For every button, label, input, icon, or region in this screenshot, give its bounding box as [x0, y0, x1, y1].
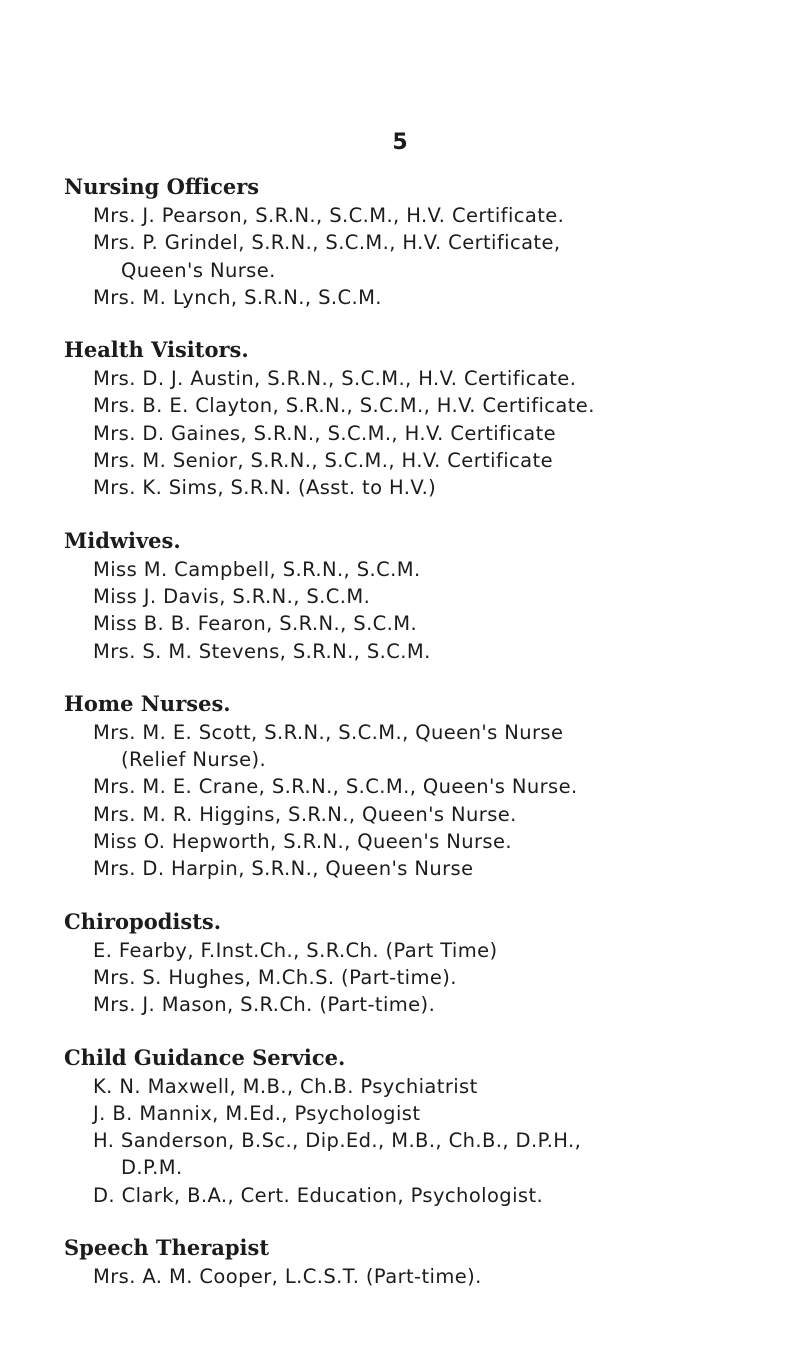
list-item [93, 1127, 784, 1182]
entry-continuation: (Relief Nurse). [121, 748, 267, 772]
entry-continuation: D.P.M. [121, 1156, 183, 1180]
section-heading: Home Nurses. [64, 690, 231, 716]
entry-line: Mrs. M. E. Crane, S.R.N., S.C.M., Queen's Nurse. [93, 775, 578, 799]
list-item [93, 202, 784, 229]
entry-line: K. N. Maxwell, M.B., Ch.B. Psychiatrist [93, 1074, 478, 1098]
entry-line: Mrs. J. Pearson, S.R.N., S.C.M., H.V. Certificate. [93, 204, 565, 227]
list-item [93, 828, 784, 855]
list-item [93, 610, 784, 637]
entry-line: Miss O. Hepworth, S.R.N., Queen's Nurse. [93, 830, 512, 854]
entry-line: Miss B. B. Fearon, S.R.N., S.C.M. [93, 612, 418, 636]
entry-list [64, 937, 784, 1019]
list-item [93, 556, 784, 583]
section-heading: Health Visitors. [64, 337, 249, 363]
list-item [93, 855, 784, 882]
staff-list [64, 172, 784, 1314]
section-midwives [64, 526, 784, 665]
list-item [93, 420, 784, 447]
list-item [93, 284, 784, 311]
section-child-guidance [64, 1043, 784, 1209]
entry-list [64, 719, 784, 883]
entry-list [64, 365, 784, 501]
section-chiropodists [64, 907, 784, 1019]
list-item [93, 773, 784, 800]
page-number: 5 [392, 130, 408, 155]
entry-line: Mrs. M. R. Higgins, S.R.N., Queen's Nurse. [93, 802, 517, 826]
entry-line: Mrs. D. Harpin, S.R.N., Queen's Nurse [93, 857, 474, 881]
entry-list [64, 556, 784, 665]
entry-line: Mrs. A. M. Cooper, L.C.S.T. (Part-time). [93, 1265, 482, 1289]
entry-line: E. Fearby, F.Inst.Ch., S.R.Ch. (Part Time) [93, 938, 498, 962]
list-item [93, 474, 784, 501]
list-item [93, 719, 784, 774]
entry-line: Mrs. D. Gaines, S.R.N., S.C.M., H.V. Certificate [93, 421, 557, 445]
list-item [93, 1263, 784, 1290]
list-item [93, 937, 784, 964]
entry-line: Mrs. S. Hughes, M.Ch.S. (Part-time). [93, 965, 457, 989]
entry-line: Mrs. J. Mason, S.R.Ch. (Part-time). [93, 993, 436, 1017]
entry-line: Mrs. B. E. Clayton, S.R.N., S.C.M., H.V. Certificate. [93, 394, 595, 418]
entry-line: Mrs. D. J. Austin, S.R.N., S.C.M., H.V. Certificate. [93, 367, 577, 391]
entry-line: Miss M. Campbell, S.R.N., S.C.M. [93, 557, 421, 581]
list-item [93, 392, 784, 419]
entry-line: Mrs. M. E. Scott, S.R.N., S.C.M., Queen's Nurse [93, 720, 564, 744]
list-item [93, 964, 784, 991]
entry-continuation: Queen's Nurse. [121, 258, 276, 282]
section-heading: Speech Therapist [64, 1235, 270, 1261]
list-item [93, 991, 784, 1018]
entry-line: Mrs. S. M. Stevens, S.R.N., S.C.M. [93, 639, 431, 663]
list-item [93, 365, 784, 392]
entry-line: Mrs. M. Lynch, S.R.N., S.C.M. [93, 285, 382, 309]
section-nursing-officers [64, 172, 784, 311]
section-home-nurses [64, 689, 784, 883]
list-item [93, 583, 784, 610]
section-heading: Nursing Officers [64, 174, 260, 199]
list-item [93, 1073, 784, 1100]
section-heading: Chiropodists. [64, 908, 222, 934]
entry-list [64, 1073, 784, 1209]
section-heading: Child Guidance Service. [64, 1044, 346, 1070]
entry-line: Miss J. Davis, S.R.N., S.C.M. [93, 584, 371, 608]
entry-line: Mrs. P. Grindel, S.R.N., S.C.M., H.V. Certificate, [93, 231, 561, 255]
entry-line: Mrs. M. Senior, S.R.N., S.C.M., H.V. Certificate [93, 449, 553, 473]
section-heading: Midwives. [64, 527, 181, 553]
list-item [93, 801, 784, 828]
entry-line: H. Sanderson, B.Sc., Dip.Ed., M.B., Ch.B., D.P.H., [93, 1129, 582, 1153]
section-speech-therapist [64, 1233, 784, 1290]
list-item [93, 229, 784, 284]
list-item [93, 1100, 784, 1127]
entry-line: Mrs. K. Sims, S.R.N. (Asst. to H.V.) [93, 476, 437, 500]
list-item [93, 1182, 784, 1209]
entry-list [64, 202, 784, 311]
list-item [93, 638, 784, 665]
section-health-visitors [64, 335, 784, 501]
entry-list [64, 1263, 784, 1290]
entry-line: J. B. Mannix, M.Ed., Psychologist [93, 1101, 421, 1125]
entry-line: D. Clark, B.A., Cert. Education, Psychologist. [93, 1183, 544, 1207]
list-item [93, 447, 784, 474]
